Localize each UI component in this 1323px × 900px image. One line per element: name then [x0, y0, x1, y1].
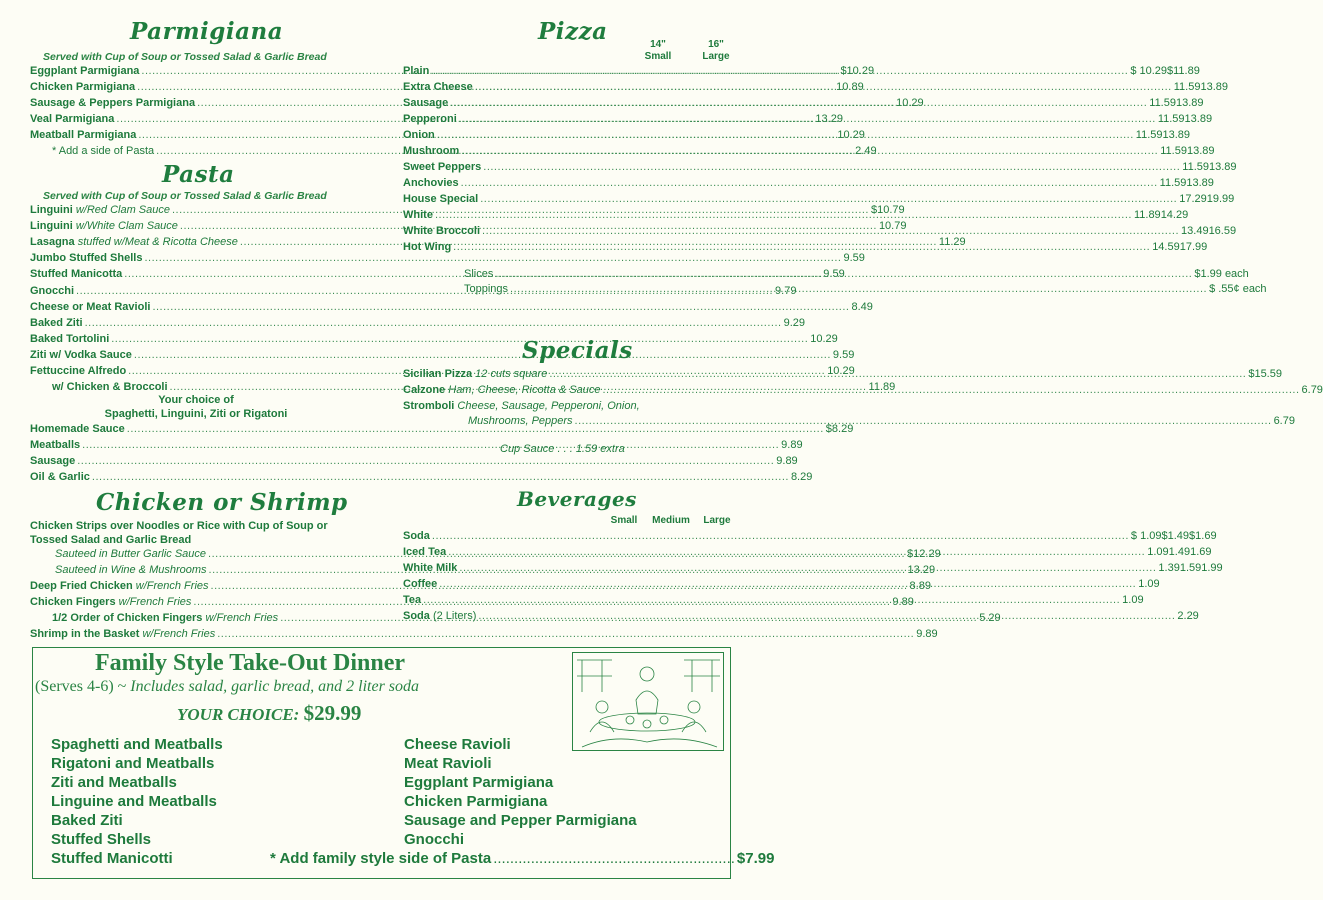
family-right-list [404, 735, 637, 849]
price-large: 19.99 [1206, 193, 1235, 205]
price-small: 13.49 [1181, 225, 1209, 237]
item-description: w/French Fries [135, 580, 209, 592]
bev-medium-header: Medium [652, 515, 690, 526]
sauteed-price: $12.29 [907, 548, 941, 560]
family-dinner-box [32, 647, 775, 879]
price-large: 13.89 [1162, 129, 1191, 141]
family-addon-name: * Add family style side of Pasta [270, 850, 492, 867]
item-price: 10.29 [827, 365, 855, 377]
item-name: Jumbo Stuffed Shells [30, 252, 143, 265]
family-title: Family Style Take-Out Dinner [95, 650, 406, 676]
item-name: Sicilian Pizza [403, 368, 473, 380]
parmigiana-row [30, 97, 924, 113]
family-choice-item: Stuffed Shells [51, 831, 152, 848]
family-choice [177, 701, 361, 726]
cup-sauce-note: Cup Sauce . . . 1.59 extra [500, 443, 625, 455]
price-small: 1.09 [1147, 546, 1169, 558]
family-serves-count: (Serves 4-6) ~ [35, 678, 127, 695]
price-large: 13.89 [1175, 97, 1204, 109]
item-name: Chicken Parmigiana [30, 81, 136, 93]
item-name: Chicken Fingers [30, 596, 116, 608]
price-large: 13.89 [1184, 113, 1213, 125]
item-name: Shrimp in the Basket [30, 628, 140, 640]
toppings-price: $ .55¢ each [1209, 283, 1267, 295]
price-small: 11.59 [1159, 177, 1187, 189]
beverages-title: Beverages [517, 487, 637, 511]
pasta-choice-row [30, 423, 854, 439]
item-name: Coffee [403, 578, 438, 590]
item-name: Extra Cheese [403, 81, 473, 93]
item-price: 10.29 [837, 129, 865, 141]
liter-soda-price: 2.29 [1177, 610, 1199, 622]
chicken-title: Chicken or Shrimp [96, 489, 348, 516]
family-choice-item: Eggplant Parmigiana [404, 774, 554, 791]
family-choice-item: Linguine and Meatballs [51, 793, 217, 810]
item-description: w/French Fries [118, 596, 192, 608]
item-price: 9.79 [775, 284, 797, 297]
pizza-large-header [698, 39, 734, 63]
liter-soda-name: Soda [403, 610, 430, 622]
family-choice-item: Baked Ziti [51, 812, 123, 829]
price-large: 1.69 [1190, 546, 1212, 558]
slices-price: $1.99 each [1194, 268, 1249, 280]
item-price: $10.79 [871, 204, 905, 216]
pasta-row [30, 300, 873, 317]
item-name: Calzone [403, 384, 446, 396]
family-choice-item: Rigatoni and Meatballs [51, 755, 215, 772]
family-left-list [51, 735, 223, 868]
bev-large-header: Large [703, 515, 731, 526]
item-name: w/ Chicken & Broccoli [52, 381, 168, 394]
item-price: 5.29 [979, 612, 1001, 624]
item-price: 10.89 [836, 81, 864, 93]
item-price: $15.59 [1248, 368, 1282, 380]
pasta-choice-options: Spaghetti, Linguini, Ziti or Rigatoni [104, 408, 288, 420]
item-name: Linguini [30, 220, 73, 233]
item-description: stuffed w/Meat & Ricotta Cheese [77, 236, 238, 249]
chicken-intro-1: Chicken Strips over Noodles or Rice with Cup of Soup or [30, 520, 328, 532]
price-large: $11.89 [1167, 65, 1200, 77]
item-price: 11.29 [938, 236, 966, 249]
family-choice-item: Stuffed Manicotti [51, 850, 173, 867]
family-choice-label: YOUR CHOICE: [177, 705, 300, 724]
price-small: 11.59 [1182, 161, 1209, 173]
item-name: Homemade Sauce [30, 423, 125, 435]
family-choice-item: Gnocchi [404, 831, 465, 848]
sauteed-price: 13.29 [907, 564, 936, 576]
price-medium: 1.59 [1179, 562, 1202, 574]
price-small: $ 10.29 [1130, 65, 1168, 77]
pasta-served-note: Served with Cup of Soup or Tossed Salad & Garlic Bread [43, 190, 327, 202]
item-price: 8.29 [790, 471, 813, 483]
item-description: w/White Clam Sauce [75, 220, 178, 233]
family-addon-price: $7.99 [736, 850, 775, 867]
item-price: 9.59 [843, 252, 865, 265]
item-name: Veal Parmigiana [30, 113, 115, 125]
price-small: 11.59 [1135, 129, 1163, 141]
item-name: Deep Fried Chicken [30, 580, 133, 592]
family-choice-item: Chicken Parmigiana [404, 793, 548, 810]
item-price: 6.79 [1301, 384, 1323, 396]
item-name: Sausage & Peppers Parmigiana [30, 97, 196, 109]
item-name: White Milk [403, 562, 458, 574]
family-choice-item: Cheese Ravioli [404, 736, 511, 753]
item-name: Oil & Garlic [30, 471, 90, 483]
item-price: 13.29 [815, 113, 843, 125]
item-name: Anchovies [403, 177, 459, 189]
price-large: 13.89 [1186, 177, 1214, 189]
item-name: Gnocchi [30, 284, 75, 297]
item-name: Baked Tortolini [30, 332, 110, 345]
item-description: w/French Fries [142, 628, 216, 640]
specials-title: Specials [522, 337, 633, 364]
price-small: 11.59 [1160, 145, 1187, 157]
pizza-large-size: 16" [708, 39, 724, 50]
price-large: 16.59 [1208, 225, 1237, 237]
liter-soda-desc: (2 Liters) [432, 610, 477, 622]
price-small: $ 1.09 [1130, 530, 1162, 542]
pizza-row [403, 161, 1237, 177]
pasta-row [30, 332, 838, 349]
item-price: 9.59 [832, 348, 855, 361]
item-name: Onion [403, 129, 435, 141]
pizza-small-size: 14" [650, 39, 666, 50]
price-small: 1.09 [1122, 594, 1144, 606]
item-price: 11.89 [868, 381, 896, 394]
stromboli-desc-1: Cheese, Sausage, Pepperoni, Onion, [457, 400, 640, 412]
item-price: 9.59 [823, 268, 845, 281]
sauteed-name: Sauteed in Butter Garlic Sauce [55, 548, 207, 560]
item-name: House Special [403, 193, 479, 205]
price-large: 13.89 [1186, 145, 1215, 157]
price-small: 1.09 [1138, 578, 1160, 590]
stromboli-name: Stromboli [403, 400, 455, 412]
family-choice-price: $29.99 [303, 701, 362, 725]
item-name: Mushroom [403, 145, 460, 157]
item-price: 9.89 [916, 628, 938, 640]
pizza-small-header [640, 39, 676, 63]
pasta-title: Pasta [162, 161, 235, 188]
item-description: w/French Fries [205, 612, 279, 624]
family-choice-item: Sausage and Pepper Parmigiana [404, 812, 637, 829]
price-small: 11.89 [1133, 209, 1161, 221]
price-small: 17.29 [1179, 193, 1207, 205]
price-small: 14.59 [1152, 241, 1180, 253]
price-small: 11.59 [1157, 113, 1185, 125]
price-medium: 1.49 [1168, 546, 1191, 558]
price-large: 13.89 [1209, 161, 1237, 173]
pizza-row [403, 193, 1235, 209]
item-description: w/Red Clam Sauce [75, 204, 170, 216]
family-choice-item: Meat Ravioli [404, 755, 492, 772]
item-price: 10.29 [810, 332, 838, 345]
item-price: 9.89 [781, 439, 803, 451]
item-name: Sausage [30, 455, 76, 467]
item-name: Stuffed Manicotta [30, 268, 123, 281]
item-description: 12 cuts square [475, 368, 548, 380]
price-large: 13.89 [1200, 81, 1228, 93]
pizza-large-label: Large [702, 51, 730, 62]
family-choice-item: Ziti and Meatballs [51, 774, 177, 791]
parmigiana-title: Parmigiana [130, 18, 284, 45]
item-price: $10.29 [840, 65, 875, 77]
pasta-choice-heading: Your choice of [158, 394, 234, 406]
item-price: 8.49 [851, 300, 873, 313]
item-price: 10.79 [878, 220, 907, 233]
item-name: Cheese or Meat Ravioli [30, 300, 151, 313]
item-name: Meatball Parmigiana [30, 129, 137, 141]
item-price: 8.89 [909, 580, 931, 592]
item-name: Lasagna [30, 236, 75, 249]
pasta-row [30, 252, 865, 268]
stromboli-desc-2: Mushrooms, Peppers [468, 415, 573, 427]
addon-price: 2.49 [855, 145, 877, 157]
pasta-row [30, 316, 806, 333]
item-name: Ziti w/ Vodka Sauce [30, 348, 132, 361]
item-name: Sweet Peppers [403, 161, 482, 173]
parmigiana-served-note: Served with Cup of Soup or Tossed Salad & Garlic Bread [43, 51, 327, 63]
price-large: $1.69 [1189, 530, 1217, 542]
item-name: Pepperoni [403, 113, 457, 125]
item-name: 1/2 Order of Chicken Fingers [52, 612, 203, 624]
item-description: Ham, Cheese, Ricotta & Sauce [448, 384, 601, 396]
pasta-choice-row [30, 455, 798, 471]
addon-name: * Add a side of Pasta [52, 145, 155, 157]
stromboli-price: 6.79 [1273, 415, 1295, 427]
item-name: Iced Tea [403, 546, 447, 558]
toppings-label: Toppings [464, 283, 509, 295]
stromboli-row [403, 400, 733, 416]
item-price: $8.29 [825, 423, 854, 435]
item-price: 9.89 [776, 455, 798, 467]
sauteed-name: Sauteed in Wine & Mushrooms [55, 564, 207, 576]
chicken-row [30, 628, 938, 644]
pizza-row [403, 177, 1214, 193]
item-name: Meatballs [30, 439, 81, 451]
item-name: Fettuccine Alfredo [30, 365, 127, 377]
chicken-intro-2: Tossed Salad and Garlic Bread [30, 534, 192, 546]
family-addon-row: * Add family style side of Pasta .......................................................... $7.99 [270, 850, 775, 867]
item-price: 10.29 [896, 97, 924, 109]
price-large: 1.99 [1201, 562, 1223, 574]
family-includes: Includes salad, garlic bread, and 2 liter soda [130, 678, 420, 695]
item-price: 9.29 [783, 316, 806, 329]
item-name: Tea [403, 594, 422, 606]
item-name: White Broccoli [403, 225, 481, 237]
slices-label: Slices [464, 268, 494, 280]
price-medium: $1.49 [1161, 530, 1190, 542]
pasta-choice-row [30, 471, 813, 487]
item-name: Soda [403, 530, 430, 542]
item-name: Baked Ziti [30, 316, 83, 329]
beverage-row [403, 530, 1217, 546]
item-name: White [403, 209, 433, 221]
pizza-title: Pizza [538, 18, 608, 45]
price-large: 14.29 [1160, 209, 1189, 221]
item-name: Plain [403, 65, 430, 77]
price-small: 11.59 [1149, 97, 1176, 109]
pizza-small-label: Small [644, 51, 672, 62]
family-choice-item: Spaghetti and Meatballs [51, 736, 223, 753]
item-name: Eggplant Parmigiana [30, 65, 140, 77]
pizza-row [403, 65, 1200, 81]
item-name: Linguini [30, 204, 73, 216]
item-price: 9.89 [892, 596, 914, 608]
item-name: Sausage [403, 97, 449, 109]
price-large: 17.99 [1179, 241, 1208, 253]
bev-small-header: Small [610, 515, 638, 526]
item-name: Hot Wing [403, 241, 452, 253]
price-small: 1.39 [1158, 562, 1180, 574]
price-small: 11.59 [1173, 81, 1201, 93]
family-serves [35, 678, 419, 696]
